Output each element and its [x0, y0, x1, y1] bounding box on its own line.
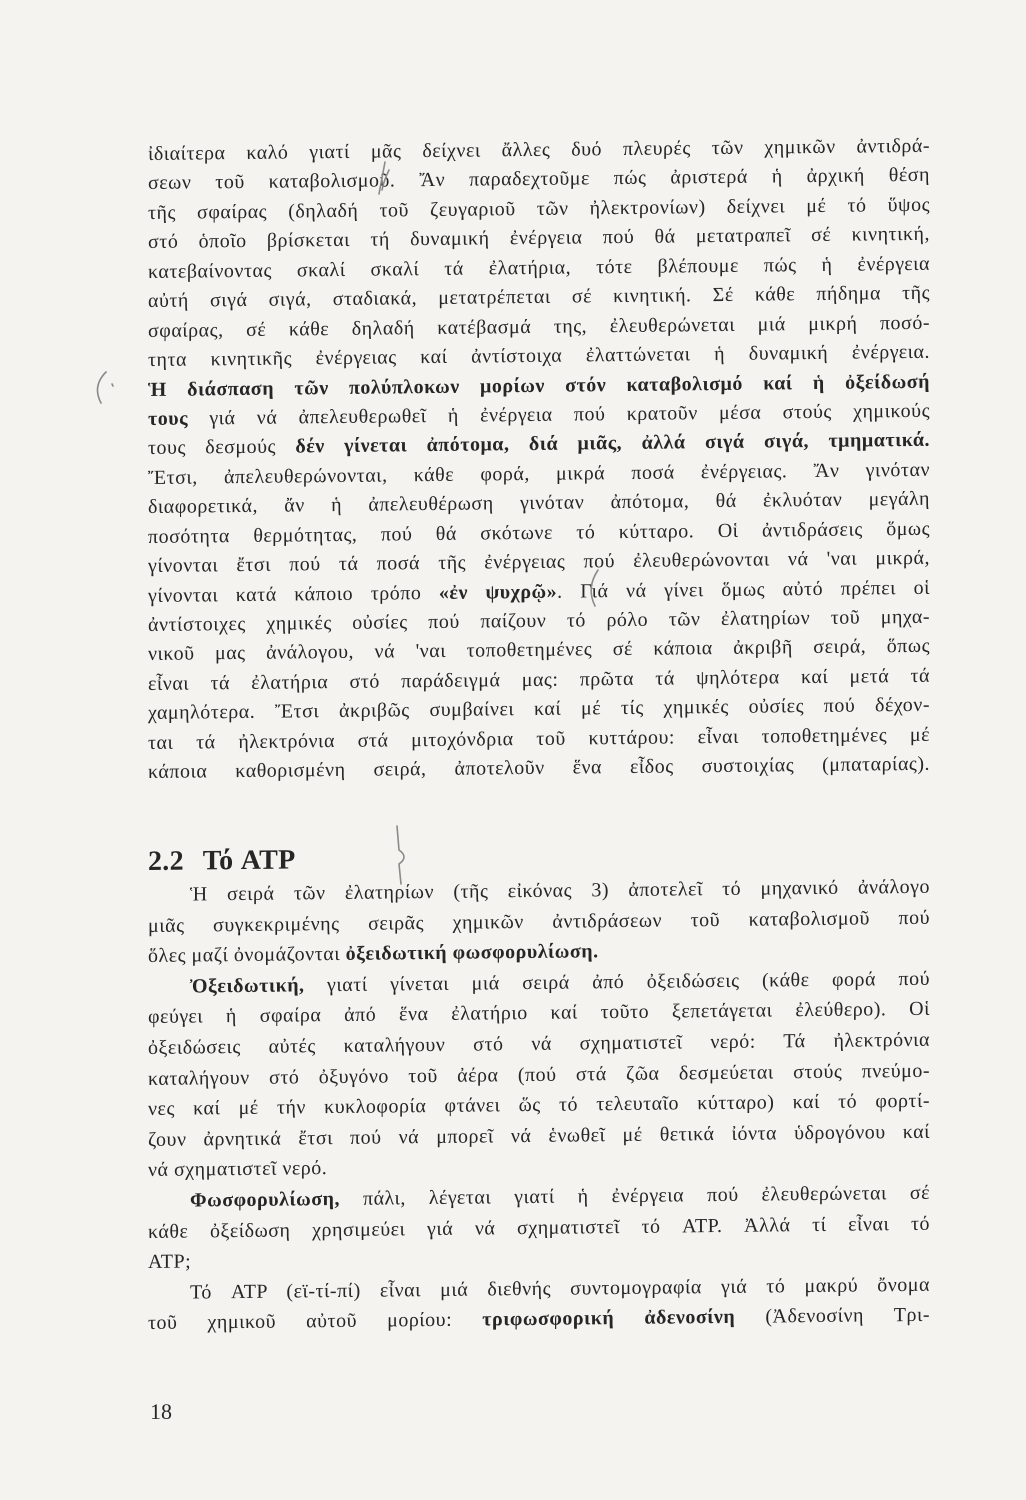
text-run: καταλήγουν στό ὀξυγόνο τοῦ ἀέρα (πού στά ζῶα δεσμεύεται στούς πνεύμο-: [148, 1059, 930, 1090]
text-run: ἰδιαίτερα καλό γιατί μᾶς δείχνει ἄλλες δυό πλευρές τῶν χημικῶν ἀντιδρά-: [148, 134, 930, 165]
text-run: σφαίρας, σέ κάθε δηλαδή κατέβασμά της, ἐλευθερώνεται μιά μικρή ποσό-: [148, 311, 930, 342]
text-run: μιᾶς συγκεκριμένης σειρᾶς χημικῶν ἀντιδράσεων τοῦ καταβολισμοῦ πού: [148, 906, 930, 937]
text-run: νες καί μέ τήν κυκλοφορία φτάνει ὥς τό τελευταῖο κύτταρο) καί τό φορτί-: [148, 1089, 930, 1121]
text-run: στό ὁποῖο βρίσκεται τή δυναμική ἐνέργεια πού θά μετατραπεῖ σέ κινητική,: [148, 223, 930, 254]
paragraph: [148, 1178, 930, 1278]
page-number: 18: [150, 1398, 172, 1424]
bold-text: Φωσφορυλίωση,: [190, 1187, 341, 1212]
text-run: εἶναι τά ἐλατήρια στό παράδειγμά μας: πρῶτα τά ψηλότερα καί μετά τά: [148, 664, 930, 695]
text-run: χαμηλότερα. Ἔτσι ἀκριβῶς συμβαίνει καί μέ τίς χημικές οὐσίες πού δέχον-: [148, 694, 930, 725]
section-heading: [148, 842, 296, 880]
text-run: νικοῦ μας ἀνάλογου, νά 'ναι τοποθετημένες σέ κάποια ἀκριβῆ σειρά, ὅπως: [148, 635, 930, 666]
text-run: ὅλες μαζί ὀνομάζονται: [148, 943, 346, 968]
text-run: (Ἀδενοσίνη Τρι-: [735, 1304, 930, 1329]
bold-text: Ὀξειδωτική,: [190, 974, 305, 998]
text-run: πάλι, λέγεται γιατί ἡ ἐνέργεια πού ἐλευθερώνεται σέ: [340, 1181, 930, 1210]
text-run: γίνονται ἔτσι πού τά ποσά τῆς ἐνέργειας πού ἐλευθερώνονται νά 'ναι μικρά,: [148, 546, 930, 578]
bold-text: τους: [148, 407, 189, 430]
paragraph: [148, 872, 930, 972]
text-run: φεύγει ἡ σφαίρα ἀπό ἕνα ἐλατήριο καί τοῦτο ξεπετάγεται ἐλεύθερο). Οἱ: [148, 998, 930, 1029]
text-run: γιατί γίνεται μιά σειρά ἀπό ὀξειδώσεις (κάθε φορά πού: [304, 967, 930, 997]
text-run: Ἔτσι, ἀπελευθερώνονται, κάθε φορά, μικρά ποσά ἐνέργειας. Ἄν γινόταν: [148, 458, 930, 489]
paragraph: [148, 1270, 930, 1339]
text-run: ποσότητα θερμότητας, πού θά σκότωνε τό κύτταρο. Οἱ ἀντιδράσεις ὅμως: [148, 517, 930, 548]
bold-text: τριφωσφορική ἀδενοσίνη: [482, 1306, 736, 1331]
text-run: . Γιά νά γίνει ὅμως αὐτό πρέπει οἱ: [557, 576, 930, 603]
text-run: αὐτή σιγά σιγά, σταδιακά, μετατρέπεται σέ κινητική. Σέ κάθε πήδημα τῆς: [148, 281, 930, 313]
text-run: διαφορετικά, ἄν ἡ ἀπελευθέρωση γινόταν ἀπότομα, θά ἐκλυόταν μεγάλη: [148, 488, 930, 519]
paragraph: [148, 964, 930, 1186]
text-run: ATP;: [148, 1250, 192, 1274]
text-run: Ἡ σειρά τῶν ἐλατηρίων (τῆς εἰκόνας 3) ἀποτελεῖ τό μηχανικό ἀνάλογο: [190, 875, 930, 906]
text-run: τους δεσμούς: [148, 435, 296, 460]
text-run: Τό ATP (εϊ-τί-πί) εἶναι μιά διεθνής συντομογραφία γιά τό μακρύ ὄνομα: [190, 1273, 930, 1304]
text-run: κάποια καθορισμένη σειρά, ἀποτελοῦν ἕνα εἶδος συστοιχίας (μπαταρίας).: [148, 752, 930, 784]
text-run: γιά νά ἀπελευθερωθεῖ ἡ ἐνέργεια πού κρατοῦν μέσα στούς χημικούς: [188, 399, 930, 430]
section-number: 2.2: [148, 845, 184, 877]
text-run: τοῦ χημικοῦ αὐτοῦ μορίου:: [148, 1308, 483, 1335]
paragraph: [148, 132, 930, 788]
bold-text: ὀξειδωτική φωσφορυλίωση.: [345, 940, 599, 966]
text-run: τῆς σφαίρας (δηλαδή τοῦ ζευγαριοῦ τῶν ἠλεκτρονίων) δείχνει μέ τό ὕψος: [148, 193, 930, 224]
text-run: τητα κινητικῆς ἐνέργειας καί ἀντίστοιχα ἐλαττώνεται ἡ δυναμική ἐνέργεια.: [148, 340, 930, 372]
continued-text-block: [148, 132, 930, 788]
section-title: Τό ATP: [202, 844, 296, 877]
bold-text: Ἡ διάσπαση τῶν πολύπλοκων μορίων στόν καταβολισμό καί ἡ ὀξείδωσή: [148, 370, 930, 401]
text-run: σεων τοῦ καταβολισμοῦ. Ἄν παραδεχτοῦμε πώς ἀριστερά ἡ ἀρχική θέση: [148, 164, 930, 195]
text-run: νά σχηματιστεῖ νερό.: [148, 1157, 328, 1182]
text-run: ὀξειδώσεις αὐτές καταλήγουν στό νά σχηματιστεῖ νερό: Τά ἠλεκτρόνια: [148, 1028, 930, 1059]
bold-text: δέν γίνεται ἀπότομα, διά μιᾶς, ἀλλά σιγά σιγά, τμηματικά.: [295, 429, 930, 458]
bold-text: «ἐν ψυχρῷ»: [438, 580, 558, 604]
text-run: ἀντίστοιχες χημικές οὐσίες πού παίζουν τό ρόλο τῶν ἐλατηρίων τοῦ μηχα-: [148, 605, 930, 636]
text-run: κάθε ὀξείδωση χρησιμεύει γιά νά σχηματιστεῖ τό ATP. Ἀλλά τί εἶναι τό: [148, 1212, 930, 1243]
text-run: ται τά ἠλεκτρόνια στά μιτοχόνδρια τοῦ κυττάρου: εἶναι τοποθετημένες μέ: [148, 723, 930, 754]
text-run: κατεβαίνοντας σκαλί σκαλί τά ἐλατήρια, τότε βλέπουμε πώς ἡ ἐνέργεια: [148, 252, 930, 283]
text-run: ζουν ἀρνητικά ἔτσι πού νά μπορεῖ νά ἑνωθεῖ μέ θετικά ἰόντα ὑδρογόνου καί: [148, 1120, 930, 1151]
section-body: [148, 872, 930, 1339]
text-run: γίνονται κατά κάποιο τρόπο: [148, 581, 439, 607]
